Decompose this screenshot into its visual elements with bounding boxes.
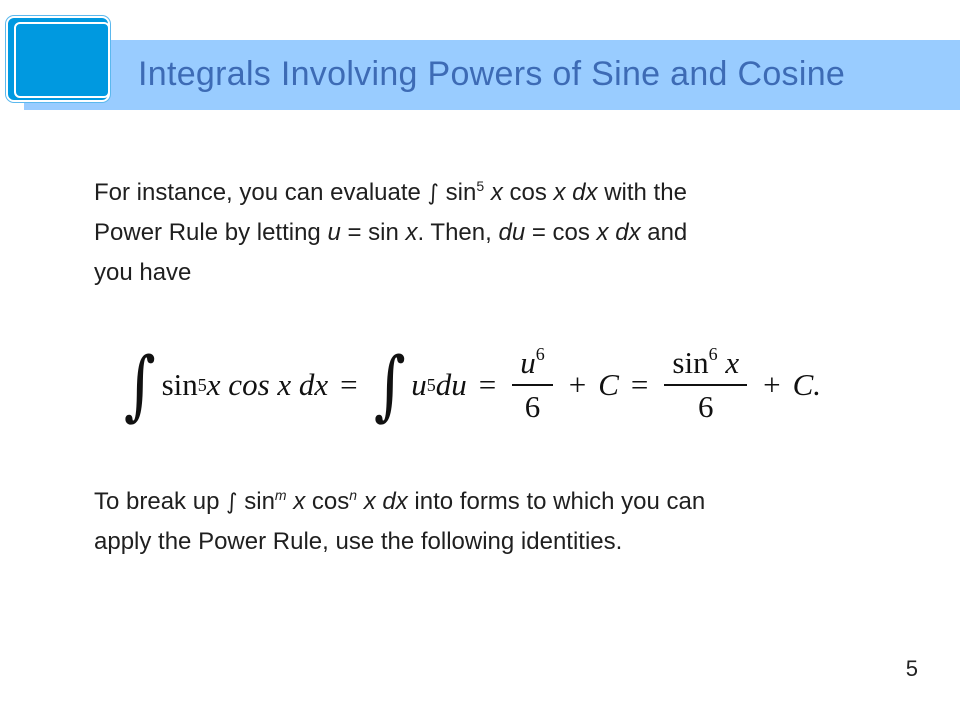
integral-symbol: ∫ (427, 181, 439, 206)
cos-text: cos (502, 179, 554, 206)
eq-constant: C (598, 367, 619, 402)
variable-u: u (327, 219, 341, 246)
eq-du: du (435, 367, 467, 402)
intro-text: . Then, (417, 219, 499, 246)
eq-equals: = (478, 367, 497, 402)
sin-text: sin (439, 179, 477, 206)
fraction-numerator (668, 345, 743, 384)
eq-u: u (411, 367, 427, 402)
eq-constant: C. (792, 367, 822, 402)
eq-equals: = (630, 367, 649, 402)
intro-text-tail: and (640, 219, 688, 246)
cos-text: cos (305, 488, 350, 515)
identities-text-tail: into forms to which you can (407, 488, 706, 515)
page-number: 5 (905, 656, 918, 681)
eq-exponent: 6 (535, 344, 545, 364)
integral-sign: ∫ (373, 340, 406, 429)
eq-sin: sin (672, 345, 709, 380)
variable-x-dx: x dx (357, 488, 408, 515)
sin-text: sin (237, 488, 275, 515)
fraction-u6-over-6 (516, 345, 549, 425)
cos-text: = cos (525, 219, 597, 246)
identities-line-1 (94, 482, 924, 522)
identities-line-2: apply the Power Rule, use the following identities. (94, 528, 623, 555)
intro-text-tail: with the (597, 179, 687, 206)
intro-paragraph (94, 173, 924, 293)
variable-du: du (498, 219, 526, 246)
eq-plus: + (763, 367, 781, 402)
eq-lhs-rest: x cos x dx (206, 367, 329, 402)
eq-sin: sin (161, 367, 198, 402)
eq-plus: + (568, 367, 587, 402)
exponent: 5 (476, 178, 485, 194)
exponent-n: n (349, 487, 358, 503)
intro-text: Power Rule by letting (94, 219, 328, 246)
fraction-numerator (516, 345, 549, 384)
fraction-denominator: 6 (512, 384, 553, 425)
slide-title: Integrals Involving Powers of Sine and Cosine (138, 55, 846, 93)
title-decoration-outline (14, 22, 110, 98)
intro-text: For instance, you can evaluate (94, 179, 428, 206)
intro-line-1 (94, 173, 924, 213)
variable-x-dx: x dx (553, 179, 598, 206)
eq-equals: = (340, 367, 358, 402)
exponent-m: m (274, 487, 287, 503)
eq-exponent: 6 (708, 344, 718, 364)
sin-text: = sin (340, 219, 406, 246)
integral-equation: ∫ sin 5 x cos x dx = ∫ u 5 du = $\frac{u^6}{6}$ + C = $\frac{\sin^6 x}{6}$ + C. (123, 340, 822, 429)
fraction-sin6-over-6 (668, 345, 743, 425)
integral-symbol: ∫ (226, 490, 238, 515)
intro-line-3: you have (94, 259, 192, 286)
identities-paragraph (94, 482, 924, 562)
fraction-denominator: 6 (664, 384, 747, 425)
variable-x-dx: x dx (596, 219, 641, 246)
variable-x: x (286, 488, 306, 515)
identities-text: To break up (94, 488, 227, 515)
intro-line-2 (94, 213, 924, 253)
integral-sign: ∫ (123, 340, 156, 429)
eq-u: u (520, 345, 536, 380)
variable-x: x (405, 219, 418, 246)
variable-x: x (484, 179, 503, 206)
eq-x: x (717, 345, 740, 380)
